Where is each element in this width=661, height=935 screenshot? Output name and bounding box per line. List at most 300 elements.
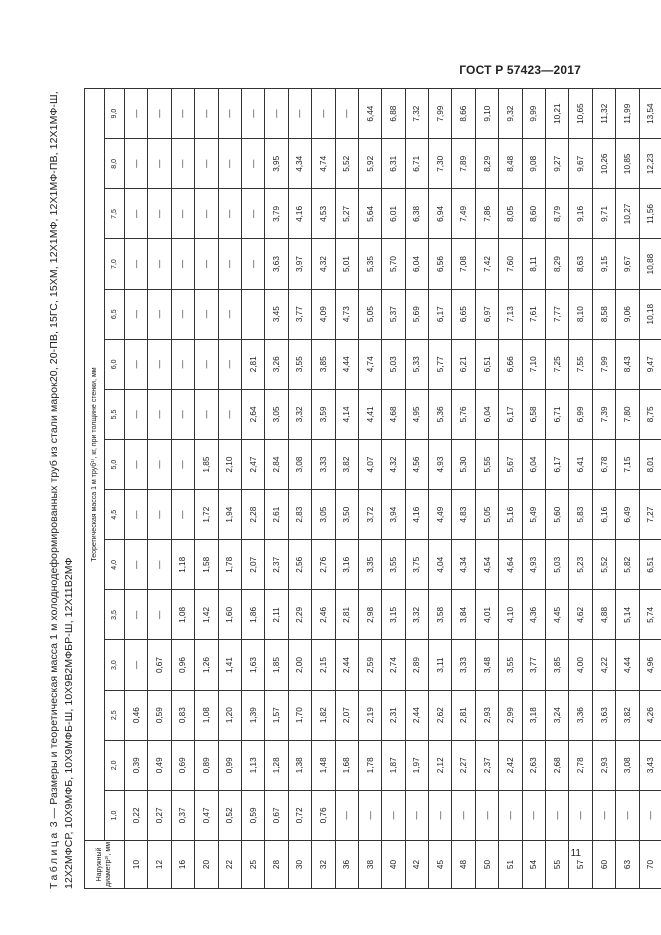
mass-cell: — bbox=[241, 139, 264, 189]
mass-cell: 3,18 bbox=[522, 690, 545, 740]
mass-cell: 5,60 bbox=[546, 490, 569, 540]
mass-cell: 2,81 bbox=[241, 339, 264, 389]
mass-cell: 2,46 bbox=[312, 590, 335, 640]
header-thickness: 7,5 bbox=[105, 189, 125, 239]
mass-cell: — bbox=[125, 440, 148, 490]
mass-cell: 3,75 bbox=[405, 540, 428, 590]
mass-cell: 6,97 bbox=[475, 289, 498, 339]
mass-cell: 4,95 bbox=[405, 389, 428, 439]
mass-cell: 10,18 bbox=[639, 289, 661, 339]
mass-cell: — bbox=[429, 790, 452, 840]
header-thickness: 1,0 bbox=[105, 790, 125, 840]
caption-label: Таблица bbox=[48, 830, 60, 889]
mass-cell: 9,10 bbox=[475, 89, 498, 139]
mass-cell: 1,82 bbox=[312, 690, 335, 740]
mass-cell bbox=[241, 289, 264, 339]
mass-cell: — bbox=[546, 790, 569, 840]
mass-cell: 1,94 bbox=[218, 490, 241, 540]
mass-cell: — bbox=[125, 239, 148, 289]
table-row bbox=[288, 89, 311, 889]
mass-cell: 8,63 bbox=[569, 239, 592, 289]
mass-cell: 7,77 bbox=[546, 289, 569, 339]
table-row bbox=[616, 89, 639, 889]
mass-cell: — bbox=[125, 89, 148, 139]
mass-cell: 2,28 bbox=[241, 490, 264, 540]
mass-cell: 3,77 bbox=[288, 289, 311, 339]
mass-cell: 3,72 bbox=[358, 490, 381, 540]
mass-cell: 1,78 bbox=[218, 540, 241, 590]
mass-cell: 5,92 bbox=[358, 139, 381, 189]
header-thickness: 4,0 bbox=[105, 540, 125, 590]
mass-cell: 1,13 bbox=[241, 740, 264, 790]
mass-cell: 7,25 bbox=[546, 339, 569, 389]
table-caption bbox=[47, 89, 77, 889]
mass-cell: 6,78 bbox=[592, 440, 615, 490]
mass-cell: 3,24 bbox=[546, 690, 569, 740]
table-row bbox=[195, 89, 218, 889]
mass-cell: 2,27 bbox=[452, 740, 475, 790]
mass-cell: 8,10 bbox=[569, 289, 592, 339]
outer-diameter-cell: 10 bbox=[125, 841, 148, 889]
mass-cell: 8,01 bbox=[639, 440, 661, 490]
page-number: 11 bbox=[570, 848, 581, 859]
mass-cell: — bbox=[195, 139, 218, 189]
mass-cell: 8,79 bbox=[546, 189, 569, 239]
header-thickness: 6,0 bbox=[105, 339, 125, 389]
mass-cell: 0,69 bbox=[171, 740, 194, 790]
mass-cell: 1,28 bbox=[265, 740, 288, 790]
mass-cell: 0,83 bbox=[171, 690, 194, 740]
outer-diameter-cell: 70 bbox=[639, 841, 661, 889]
mass-cell: 11,32 bbox=[592, 89, 615, 139]
table-row bbox=[125, 89, 148, 889]
table-row bbox=[499, 89, 522, 889]
mass-cell: 10,27 bbox=[616, 189, 639, 239]
mass-cell: 5,49 bbox=[522, 490, 545, 540]
outer-diameter-cell: 25 bbox=[241, 841, 264, 889]
mass-cell: 2,07 bbox=[335, 690, 358, 740]
mass-cell: — bbox=[335, 89, 358, 139]
mass-cell: 0,67 bbox=[265, 790, 288, 840]
mass-cell: 3,43 bbox=[639, 740, 661, 790]
mass-cell: 1,63 bbox=[241, 640, 264, 690]
mass-cell: 0,27 bbox=[148, 790, 171, 840]
header-outer-diameter: Наружный диаметр²⁾, мм bbox=[85, 841, 125, 889]
mass-cell: 5,83 bbox=[569, 490, 592, 540]
mass-cell: 1,42 bbox=[195, 590, 218, 640]
mass-cell: 2,99 bbox=[499, 690, 522, 740]
mass-cell: 3,84 bbox=[452, 590, 475, 640]
mass-cell: 1,48 bbox=[312, 740, 335, 790]
mass-cell: 3,05 bbox=[265, 389, 288, 439]
mass-cell: 5,05 bbox=[475, 490, 498, 540]
mass-cell: 6,17 bbox=[429, 289, 452, 339]
mass-cell: — bbox=[148, 239, 171, 289]
mass-cell: — bbox=[241, 189, 264, 239]
mass-cell: 4,74 bbox=[312, 139, 335, 189]
mass-cell: 4,53 bbox=[312, 189, 335, 239]
mass-cell: — bbox=[148, 440, 171, 490]
mass-cell: 4,00 bbox=[569, 640, 592, 690]
mass-cell: 8,29 bbox=[475, 139, 498, 189]
table-row bbox=[218, 89, 241, 889]
mass-cell: — bbox=[125, 289, 148, 339]
mass-cell: — bbox=[405, 790, 428, 840]
mass-cell: 9,71 bbox=[592, 189, 615, 239]
mass-cell: 7,32 bbox=[405, 89, 428, 139]
outer-diameter-cell: 12 bbox=[148, 841, 171, 889]
header-thickness: 3,5 bbox=[105, 590, 125, 640]
mass-cell: 5,01 bbox=[335, 239, 358, 289]
mass-cell: 6,56 bbox=[429, 239, 452, 289]
mass-cell: 0,49 bbox=[148, 740, 171, 790]
mass-cell: — bbox=[125, 389, 148, 439]
table-row bbox=[452, 89, 475, 889]
mass-cell: 5,67 bbox=[499, 440, 522, 490]
mass-cell: — bbox=[382, 790, 405, 840]
mass-cell: — bbox=[125, 590, 148, 640]
mass-cell: 9,99 bbox=[522, 89, 545, 139]
table-row bbox=[358, 89, 381, 889]
mass-cell: 6,58 bbox=[522, 389, 545, 439]
mass-cell: 1,18 bbox=[171, 540, 194, 590]
mass-cell: 2,44 bbox=[405, 690, 428, 740]
mass-cell: 4,44 bbox=[335, 339, 358, 389]
table-row bbox=[382, 89, 405, 889]
mass-cell: 3,85 bbox=[546, 640, 569, 690]
mass-cell: 0,22 bbox=[125, 790, 148, 840]
mass-cell: 6,17 bbox=[546, 440, 569, 490]
mass-cell: — bbox=[639, 790, 661, 840]
mass-cell: 4,16 bbox=[288, 189, 311, 239]
mass-cell: 3,82 bbox=[616, 690, 639, 740]
table-row bbox=[569, 89, 592, 889]
mass-cell: — bbox=[125, 139, 148, 189]
mass-cell: 6,51 bbox=[639, 540, 661, 590]
outer-diameter-cell: 42 bbox=[405, 841, 428, 889]
outer-diameter-cell: 28 bbox=[265, 841, 288, 889]
mass-cell: 4,14 bbox=[335, 389, 358, 439]
mass-cell: 1,08 bbox=[171, 590, 194, 640]
mass-cell: 9,67 bbox=[569, 139, 592, 189]
outer-diameter-cell: 55 bbox=[546, 841, 569, 889]
mass-cell: 9,16 bbox=[569, 189, 592, 239]
mass-cell: 9,06 bbox=[616, 289, 639, 339]
mass-cell: 0,72 bbox=[288, 790, 311, 840]
rotated-table-block bbox=[47, 89, 661, 889]
mass-cell: 10,26 bbox=[592, 139, 615, 189]
mass-cell: — bbox=[171, 89, 194, 139]
mass-cell: 3,55 bbox=[382, 540, 405, 590]
mass-cell: 2,56 bbox=[288, 540, 311, 590]
mass-cell: — bbox=[218, 289, 241, 339]
mass-cell: 7,39 bbox=[592, 389, 615, 439]
mass-cell: 6,88 bbox=[382, 89, 405, 139]
mass-cell: 0,39 bbox=[125, 740, 148, 790]
mass-cell: 5,55 bbox=[475, 440, 498, 490]
table-row bbox=[475, 89, 498, 889]
header-thickness: 2,5 bbox=[105, 690, 125, 740]
mass-cell: 3,33 bbox=[452, 640, 475, 690]
mass-cell: 4,16 bbox=[405, 490, 428, 540]
mass-cell: 2,63 bbox=[522, 740, 545, 790]
mass-cell: 7,99 bbox=[592, 339, 615, 389]
mass-cell: 3,55 bbox=[288, 339, 311, 389]
mass-cell: 3,05 bbox=[312, 490, 335, 540]
mass-cell: 2,78 bbox=[569, 740, 592, 790]
mass-cell: — bbox=[218, 239, 241, 289]
mass-cell: 4,44 bbox=[616, 640, 639, 690]
mass-cell: 1,78 bbox=[358, 740, 381, 790]
mass-cell: — bbox=[171, 389, 194, 439]
mass-cell: 3,36 bbox=[569, 690, 592, 740]
mass-cell: — bbox=[171, 339, 194, 389]
mass-cell: 8,66 bbox=[452, 89, 475, 139]
mass-cell: 7,49 bbox=[452, 189, 475, 239]
mass-cell: 2,84 bbox=[265, 440, 288, 490]
mass-cell: 5,30 bbox=[452, 440, 475, 490]
mass-cell: — bbox=[241, 89, 264, 139]
outer-diameter-cell: 22 bbox=[218, 841, 241, 889]
mass-cell: 6,04 bbox=[405, 239, 428, 289]
mass-cell: 4,56 bbox=[405, 440, 428, 490]
mass-cell: 1,57 bbox=[265, 690, 288, 740]
mass-cell: — bbox=[171, 490, 194, 540]
mass-cell: 2,98 bbox=[358, 590, 381, 640]
mass-cell: 8,11 bbox=[522, 239, 545, 289]
mass-cell: 4,41 bbox=[358, 389, 381, 439]
mass-cell: 6,38 bbox=[405, 189, 428, 239]
mass-cell: 1,85 bbox=[195, 440, 218, 490]
mass-cell: 4,64 bbox=[499, 540, 522, 590]
standard-designation: ГОСТ Р 57423—2017 bbox=[459, 63, 581, 77]
table-row bbox=[546, 89, 569, 889]
mass-cell: 7,27 bbox=[639, 490, 661, 540]
header-thickness: 5,0 bbox=[105, 440, 125, 490]
mass-cell: 9,08 bbox=[522, 139, 545, 189]
mass-cell: 1,08 bbox=[195, 690, 218, 740]
mass-cell: — bbox=[171, 189, 194, 239]
mass-cell: 5,69 bbox=[405, 289, 428, 339]
mass-cell: 2,11 bbox=[265, 590, 288, 640]
outer-diameter-cell: 50 bbox=[475, 841, 498, 889]
mass-cell: 13,54 bbox=[639, 89, 661, 139]
mass-cell: 6,21 bbox=[452, 339, 475, 389]
mass-cell: 6,17 bbox=[499, 389, 522, 439]
mass-cell: 5,03 bbox=[546, 540, 569, 590]
mass-cell: 9,47 bbox=[639, 339, 661, 389]
mass-cell: 6,99 bbox=[569, 389, 592, 439]
header-thickness: 2,0 bbox=[105, 740, 125, 790]
mass-cell: 0,47 bbox=[195, 790, 218, 840]
header-thickness: 6,5 bbox=[105, 289, 125, 339]
mass-cell: 5,35 bbox=[358, 239, 381, 289]
mass-cell: 6,66 bbox=[499, 339, 522, 389]
mass-cell: 6,49 bbox=[616, 490, 639, 540]
mass-cell: 3,63 bbox=[592, 690, 615, 740]
mass-cell: 10,88 bbox=[639, 239, 661, 289]
mass-cell: — bbox=[218, 89, 241, 139]
mass-cell: 0,59 bbox=[148, 690, 171, 740]
mass-cell: 2,81 bbox=[452, 690, 475, 740]
mass-cell: 3,32 bbox=[405, 590, 428, 640]
mass-cell: — bbox=[195, 339, 218, 389]
mass-cell: 2,47 bbox=[241, 440, 264, 490]
mass-cell: 3,08 bbox=[616, 740, 639, 790]
mass-cell: 6,94 bbox=[429, 189, 452, 239]
mass-cell: 1,41 bbox=[218, 640, 241, 690]
mass-cell: — bbox=[171, 440, 194, 490]
mass-cell: — bbox=[148, 289, 171, 339]
mass-cell: 5,52 bbox=[592, 540, 615, 590]
mass-cell: 4,04 bbox=[429, 540, 452, 590]
mass-cell: 3,79 bbox=[265, 189, 288, 239]
table-row bbox=[429, 89, 452, 889]
mass-cell: 3,32 bbox=[288, 389, 311, 439]
mass-cell: 4,34 bbox=[288, 139, 311, 189]
mass-cell: 2,68 bbox=[546, 740, 569, 790]
mass-cell: 5,33 bbox=[405, 339, 428, 389]
outer-diameter-cell: 57 bbox=[569, 841, 592, 889]
mass-cell: 1,20 bbox=[218, 690, 241, 740]
mass-cell: 2,00 bbox=[288, 640, 311, 690]
mass-cell: — bbox=[218, 139, 241, 189]
mass-cell: 2,59 bbox=[358, 640, 381, 690]
mass-cell: 7,30 bbox=[429, 139, 452, 189]
mass-cell: 5,37 bbox=[382, 289, 405, 339]
mass-cell: 2,15 bbox=[312, 640, 335, 690]
mass-cell: — bbox=[569, 790, 592, 840]
mass-cell: 8,48 bbox=[499, 139, 522, 189]
mass-cell: 2,07 bbox=[241, 540, 264, 590]
mass-cell: 3,77 bbox=[522, 640, 545, 690]
table-row bbox=[335, 89, 358, 889]
mass-cell: 2,10 bbox=[218, 440, 241, 490]
table-row bbox=[148, 89, 171, 889]
mass-cell: 1,68 bbox=[335, 740, 358, 790]
mass-cell: — bbox=[335, 790, 358, 840]
mass-cell: 5,03 bbox=[382, 339, 405, 389]
mass-cell: 3,85 bbox=[312, 339, 335, 389]
mass-cell: 8,60 bbox=[522, 189, 545, 239]
mass-cell: 4,32 bbox=[382, 440, 405, 490]
outer-diameter-cell: 16 bbox=[171, 841, 194, 889]
mass-cell: 12,23 bbox=[639, 139, 661, 189]
mass-cell: 5,16 bbox=[499, 490, 522, 540]
mass-cell: 0,76 bbox=[312, 790, 335, 840]
mass-cell: 10,85 bbox=[616, 139, 639, 189]
mass-cell: 6,41 bbox=[569, 440, 592, 490]
mass-cell: 2,37 bbox=[265, 540, 288, 590]
mass-cell: 5,36 bbox=[429, 389, 452, 439]
mass-cell: 4,22 bbox=[592, 640, 615, 690]
mass-cell: 3,35 bbox=[358, 540, 381, 590]
header-thickness: 5,5 bbox=[105, 389, 125, 439]
mass-cell: — bbox=[522, 790, 545, 840]
mass-cell: — bbox=[125, 339, 148, 389]
mass-cell: 0,59 bbox=[241, 790, 264, 840]
mass-cell: 5,77 bbox=[429, 339, 452, 389]
mass-cell: 2,89 bbox=[405, 640, 428, 690]
mass-cell: 5,27 bbox=[335, 189, 358, 239]
mass-cell: 0,46 bbox=[125, 690, 148, 740]
mass-cell: — bbox=[218, 389, 241, 439]
mass-cell: 4,07 bbox=[358, 440, 381, 490]
outer-diameter-cell: 60 bbox=[592, 841, 615, 889]
header-thickness: 3,0 bbox=[105, 640, 125, 690]
mass-cell: 5,14 bbox=[616, 590, 639, 640]
mass-cell: — bbox=[148, 389, 171, 439]
mass-cell: 1,26 bbox=[195, 640, 218, 690]
mass-cell: 7,13 bbox=[499, 289, 522, 339]
mass-cell: 2,61 bbox=[265, 490, 288, 540]
mass-cell: 5,74 bbox=[639, 590, 661, 640]
mass-cell: 8,29 bbox=[546, 239, 569, 289]
mass-cell: — bbox=[195, 239, 218, 289]
mass-cell: 1,60 bbox=[218, 590, 241, 640]
mass-cell: 0,52 bbox=[218, 790, 241, 840]
mass-cell: 3,95 bbox=[265, 139, 288, 189]
mass-cell: 7,89 bbox=[452, 139, 475, 189]
mass-cell: 2,19 bbox=[358, 690, 381, 740]
mass-cell: 2,42 bbox=[499, 740, 522, 790]
mass-cell: 8,05 bbox=[499, 189, 522, 239]
mass-cell: 4,54 bbox=[475, 540, 498, 590]
mass-cell: 3,15 bbox=[382, 590, 405, 640]
mass-cell: 2,81 bbox=[335, 590, 358, 640]
mass-cell: 2,29 bbox=[288, 590, 311, 640]
mass-cell: 5,70 bbox=[382, 239, 405, 289]
mass-cell: 4,01 bbox=[475, 590, 498, 640]
outer-diameter-cell: 36 bbox=[335, 841, 358, 889]
mass-cell: 6,65 bbox=[452, 289, 475, 339]
mass-cell: 2,83 bbox=[288, 490, 311, 540]
outer-diameter-cell: 40 bbox=[382, 841, 405, 889]
mass-cell: 4,62 bbox=[569, 590, 592, 640]
mass-cell: 4,45 bbox=[546, 590, 569, 640]
mass-cell: 1,97 bbox=[405, 740, 428, 790]
mass-cell: 4,83 bbox=[452, 490, 475, 540]
mass-cell: 3,26 bbox=[265, 339, 288, 389]
mass-cell: 10,21 bbox=[546, 89, 569, 139]
mass-cell: 3,45 bbox=[265, 289, 288, 339]
outer-diameter-cell: 32 bbox=[312, 841, 335, 889]
mass-cell: 7,99 bbox=[429, 89, 452, 139]
mass-cell: 4,36 bbox=[522, 590, 545, 640]
mass-cell: 0,37 bbox=[171, 790, 194, 840]
table-row bbox=[312, 89, 335, 889]
mass-cell: 4,49 bbox=[429, 490, 452, 540]
mass-cell: 4,34 bbox=[452, 540, 475, 590]
table-row bbox=[639, 89, 661, 889]
mass-cell: 3,59 bbox=[312, 389, 335, 439]
outer-diameter-cell: 45 bbox=[429, 841, 452, 889]
table-row bbox=[405, 89, 428, 889]
mass-cell: 2,93 bbox=[475, 690, 498, 740]
mass-cell: 6,31 bbox=[382, 139, 405, 189]
mass-cell: 3,08 bbox=[288, 440, 311, 490]
outer-diameter-cell: 63 bbox=[616, 841, 639, 889]
mass-cell: 5,05 bbox=[358, 289, 381, 339]
outer-diameter-cell: 48 bbox=[452, 841, 475, 889]
mass-cell: 1,85 bbox=[265, 640, 288, 690]
mass-cell: — bbox=[125, 640, 148, 690]
mass-cell: 6,71 bbox=[546, 389, 569, 439]
mass-cell: — bbox=[499, 790, 522, 840]
mass-cell: 3,55 bbox=[499, 640, 522, 690]
mass-cell: — bbox=[452, 790, 475, 840]
mass-cell: 6,71 bbox=[405, 139, 428, 189]
